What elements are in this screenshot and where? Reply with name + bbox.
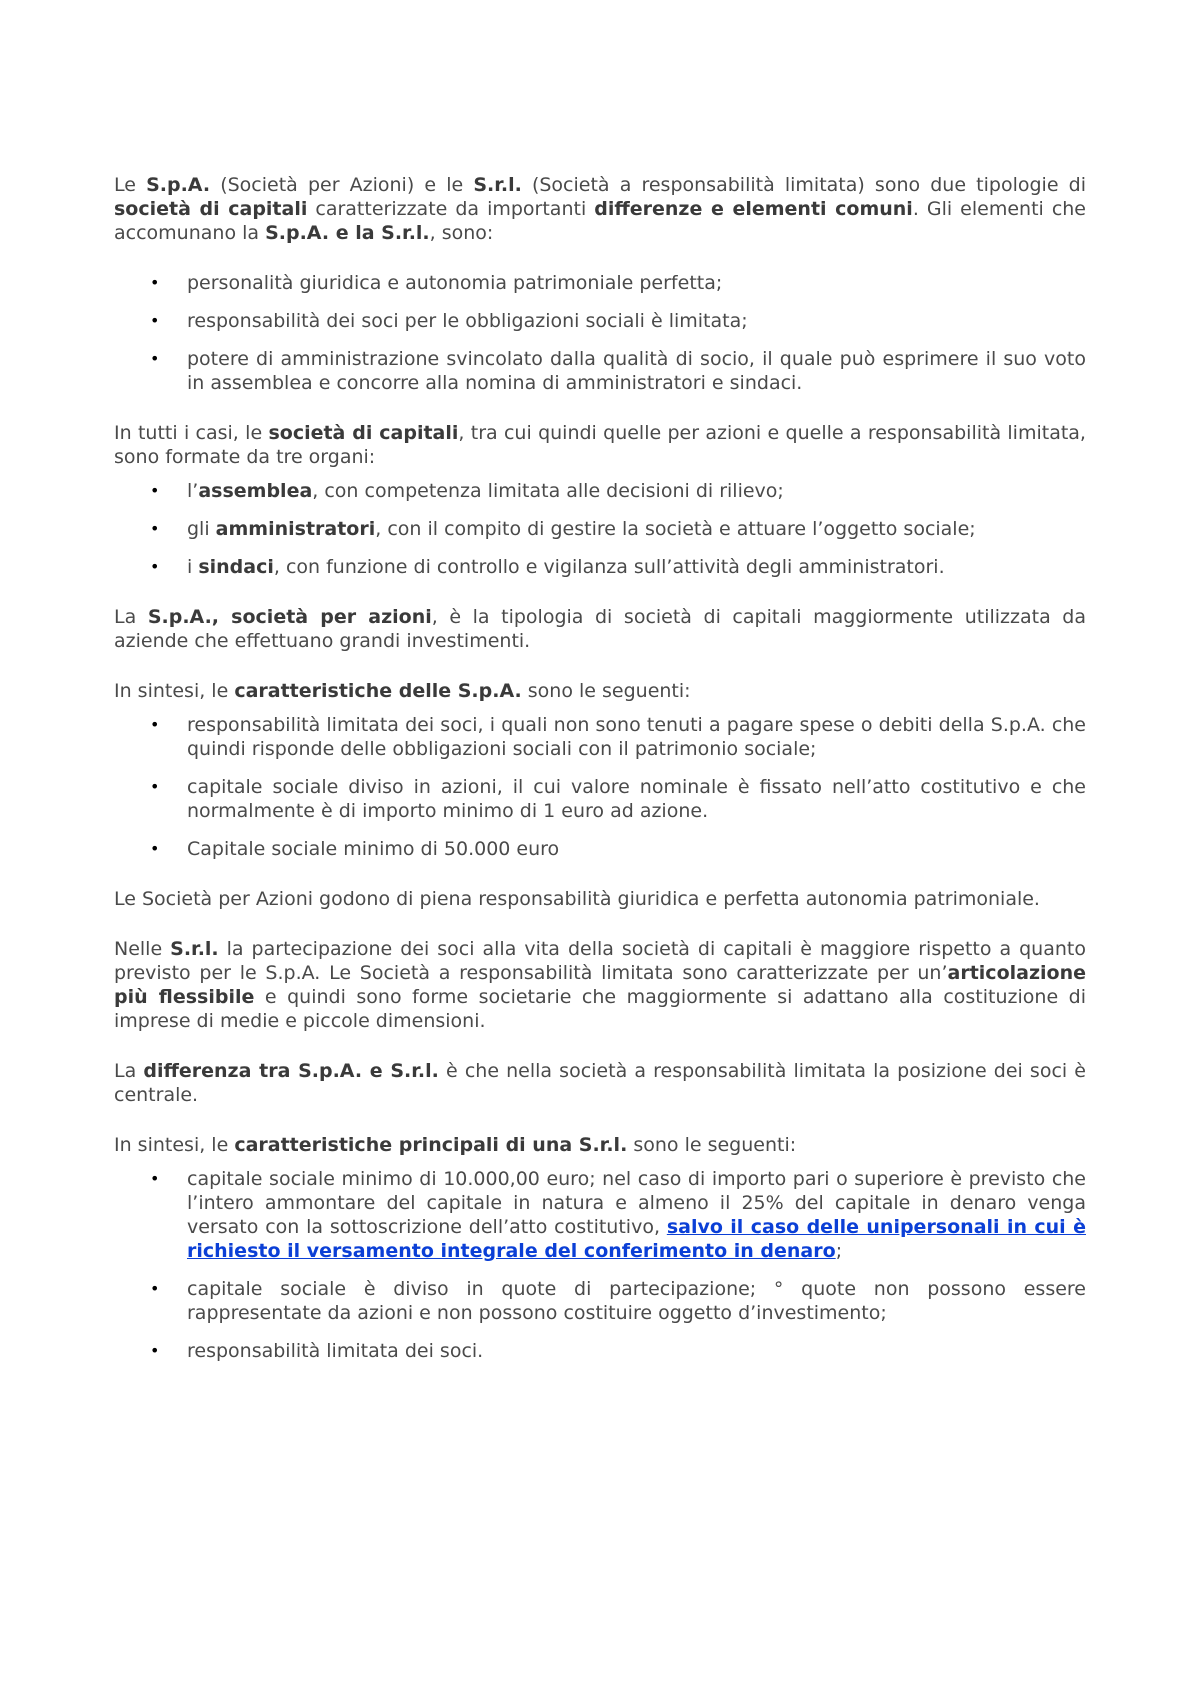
text: ; — [835, 1240, 843, 1262]
list-item — [114, 1167, 1086, 1263]
bold-srl: S.r.l. — [473, 174, 522, 196]
bullet-icon: • — [150, 839, 160, 858]
list-item-text: responsabilità limitata dei soci, i quali non sono tenuti a pagare spese o debiti della S.p.A. che quindi risponde delle obbligazioni sociali con il patrimonio sociale; — [187, 714, 1086, 760]
list-item — [114, 555, 1086, 579]
list-item-text: personalità giuridica e autonomia patrimoniale perfetta; — [187, 272, 723, 294]
bullet-icon: • — [150, 519, 160, 538]
bold-spa: S.p.A. — [146, 174, 211, 196]
list-item — [114, 479, 1086, 503]
text: (Società a responsabilità limitata) sono due tipologie di — [521, 174, 1086, 196]
bullet-icon: • — [150, 1279, 160, 1298]
unipersonali-link[interactable]: salvo il caso delle unipersonali in cui è richiesto il versamento integrale del conferimento in denaro — [187, 1216, 1086, 1262]
srl-features-list — [114, 1167, 1086, 1363]
organs-list — [114, 479, 1086, 579]
text: Nelle — [114, 938, 171, 960]
spa-paragraph — [114, 605, 1086, 653]
text: sono le seguenti: — [627, 1134, 797, 1156]
text: In sintesi, le — [114, 680, 235, 702]
bold-spa-srl: S.p.A. e la S.r.l. — [265, 222, 430, 244]
text: , con il compito di gestire la società e attuare l’oggetto sociale; — [375, 518, 976, 540]
list-item-text: responsabilità limitata dei soci. — [187, 1340, 484, 1362]
text: caratterizzate da importanti — [307, 198, 595, 220]
list-item — [114, 347, 1086, 395]
text: , è la tipologia di società di capitali maggiormente utilizzata da aziende che effettuano grandi investimenti. — [114, 606, 1086, 652]
bold-amministratori: amministratori — [215, 518, 376, 540]
text: In sintesi, le — [114, 1134, 235, 1156]
text: , tra cui quindi quelle per azioni e quelle a responsabilità limitata, sono formate da tre organi: — [114, 422, 1086, 468]
bullet-icon: • — [150, 715, 160, 734]
text: l’ — [187, 480, 199, 502]
bullet-icon: • — [150, 349, 160, 368]
list-item-text: Capitale sociale minimo di 50.000 euro — [187, 838, 560, 860]
bold-assemblea: assemblea — [198, 480, 313, 502]
spa-autonomy-paragraph: Le Società per Azioni godono di piena responsabilità giuridica e perfetta autonomia patrimoniale. — [114, 888, 1040, 910]
list-item — [114, 309, 1086, 333]
bold-societa-capitali: società di capitali — [268, 422, 459, 444]
list-item — [114, 1277, 1086, 1325]
bullet-icon: • — [150, 1341, 160, 1360]
bold-differenza: differenza tra S.p.A. e S.r.l. — [143, 1060, 439, 1082]
text: e quindi sono forme societarie che maggiormente si adattano alla costituzione di imprese di medie e piccole dimensioni. — [114, 986, 1086, 1032]
list-item — [114, 837, 1086, 861]
list-item — [114, 775, 1086, 823]
organs-paragraph — [114, 421, 1086, 469]
bullet-icon: • — [150, 481, 160, 500]
list-item-text: potere di amministrazione svincolato dalla qualità di socio, il quale può esprimere il suo voto in assemblea e concorre alla nomina di amministratori e sindaci. — [187, 348, 1086, 394]
list-item — [114, 517, 1086, 541]
text: , con competenza limitata alle decisioni di rilievo; — [312, 480, 784, 502]
list-item — [114, 1339, 1086, 1363]
text: i — [187, 556, 199, 578]
list-item-text: capitale sociale minimo di 10.000,00 euro; nel caso di importo pari o superiore è previsto che l’intero ammontare del capitale in natura e almeno il 25% del capitale in denaro venga versato con la sottoscrizione dell’atto costitutivo, — [187, 1168, 1086, 1238]
bold-caratteristiche-srl: caratteristiche principali di una S.r.l. — [234, 1134, 628, 1156]
text: la partecipazione dei soci alla vita della società di capitali è maggiore rispetto a quanto previsto per le S.p.A. Le Società a responsabilità limitata sono caratterizzate per un’ — [114, 938, 1086, 984]
bold-spa: S.p.A., società per azioni — [147, 606, 432, 628]
list-item — [114, 713, 1086, 761]
text: (Società per Azioni) e le — [210, 174, 474, 196]
bullet-icon: • — [150, 777, 160, 796]
bold-differenze: differenze e elementi comuni — [594, 198, 913, 220]
list-item-text: responsabilità dei soci per le obbligazioni sociali è limitata; — [187, 310, 748, 332]
text: sono le seguenti: — [521, 680, 691, 702]
bold-societa-capitali: società di capitali — [114, 198, 308, 220]
text: , con funzione di controllo e vigilanza sull’attività degli amministratori. — [273, 556, 945, 578]
bold-srl: S.r.l. — [170, 938, 219, 960]
spa-features-intro — [114, 679, 1086, 703]
bullet-icon: • — [150, 273, 160, 292]
text: La — [114, 1060, 144, 1082]
intro-paragraph — [114, 173, 1086, 245]
text: Le — [114, 174, 147, 196]
srl-paragraph — [114, 937, 1086, 1033]
text: è che nella società a responsabilità limitata la posizione dei soci è centrale. — [114, 1060, 1086, 1106]
bullet-icon: • — [150, 1169, 160, 1188]
bullet-icon: • — [150, 311, 160, 330]
text: In tutti i casi, le — [114, 422, 269, 444]
text: gli — [187, 518, 216, 540]
srl-features-intro — [114, 1133, 1086, 1157]
text: . Gli elementi che accomunano la — [114, 198, 1086, 244]
text: , sono: — [429, 222, 494, 244]
text: La — [114, 606, 148, 628]
bullet-icon: • — [150, 557, 160, 576]
difference-paragraph — [114, 1059, 1086, 1107]
list-item-text: capitale sociale è diviso in quote di partecipazione; ° quote non possono essere rappresentate da azioni e non possono costituire oggetto d’investimento; — [187, 1278, 1086, 1324]
list-item — [114, 271, 1086, 295]
bold-caratteristiche-spa: caratteristiche delle S.p.A. — [234, 680, 522, 702]
list-item-text: capitale sociale diviso in azioni, il cui valore nominale è fissato nell’atto costitutivo e che normalmente è di importo minimo di 1 euro ad azione. — [187, 776, 1086, 822]
bold-articolazione: articolazione più flessibile — [114, 962, 1086, 1008]
bold-sindaci: sindaci — [198, 556, 274, 578]
spa-features-list — [114, 713, 1086, 861]
common-elements-list — [114, 271, 1086, 395]
